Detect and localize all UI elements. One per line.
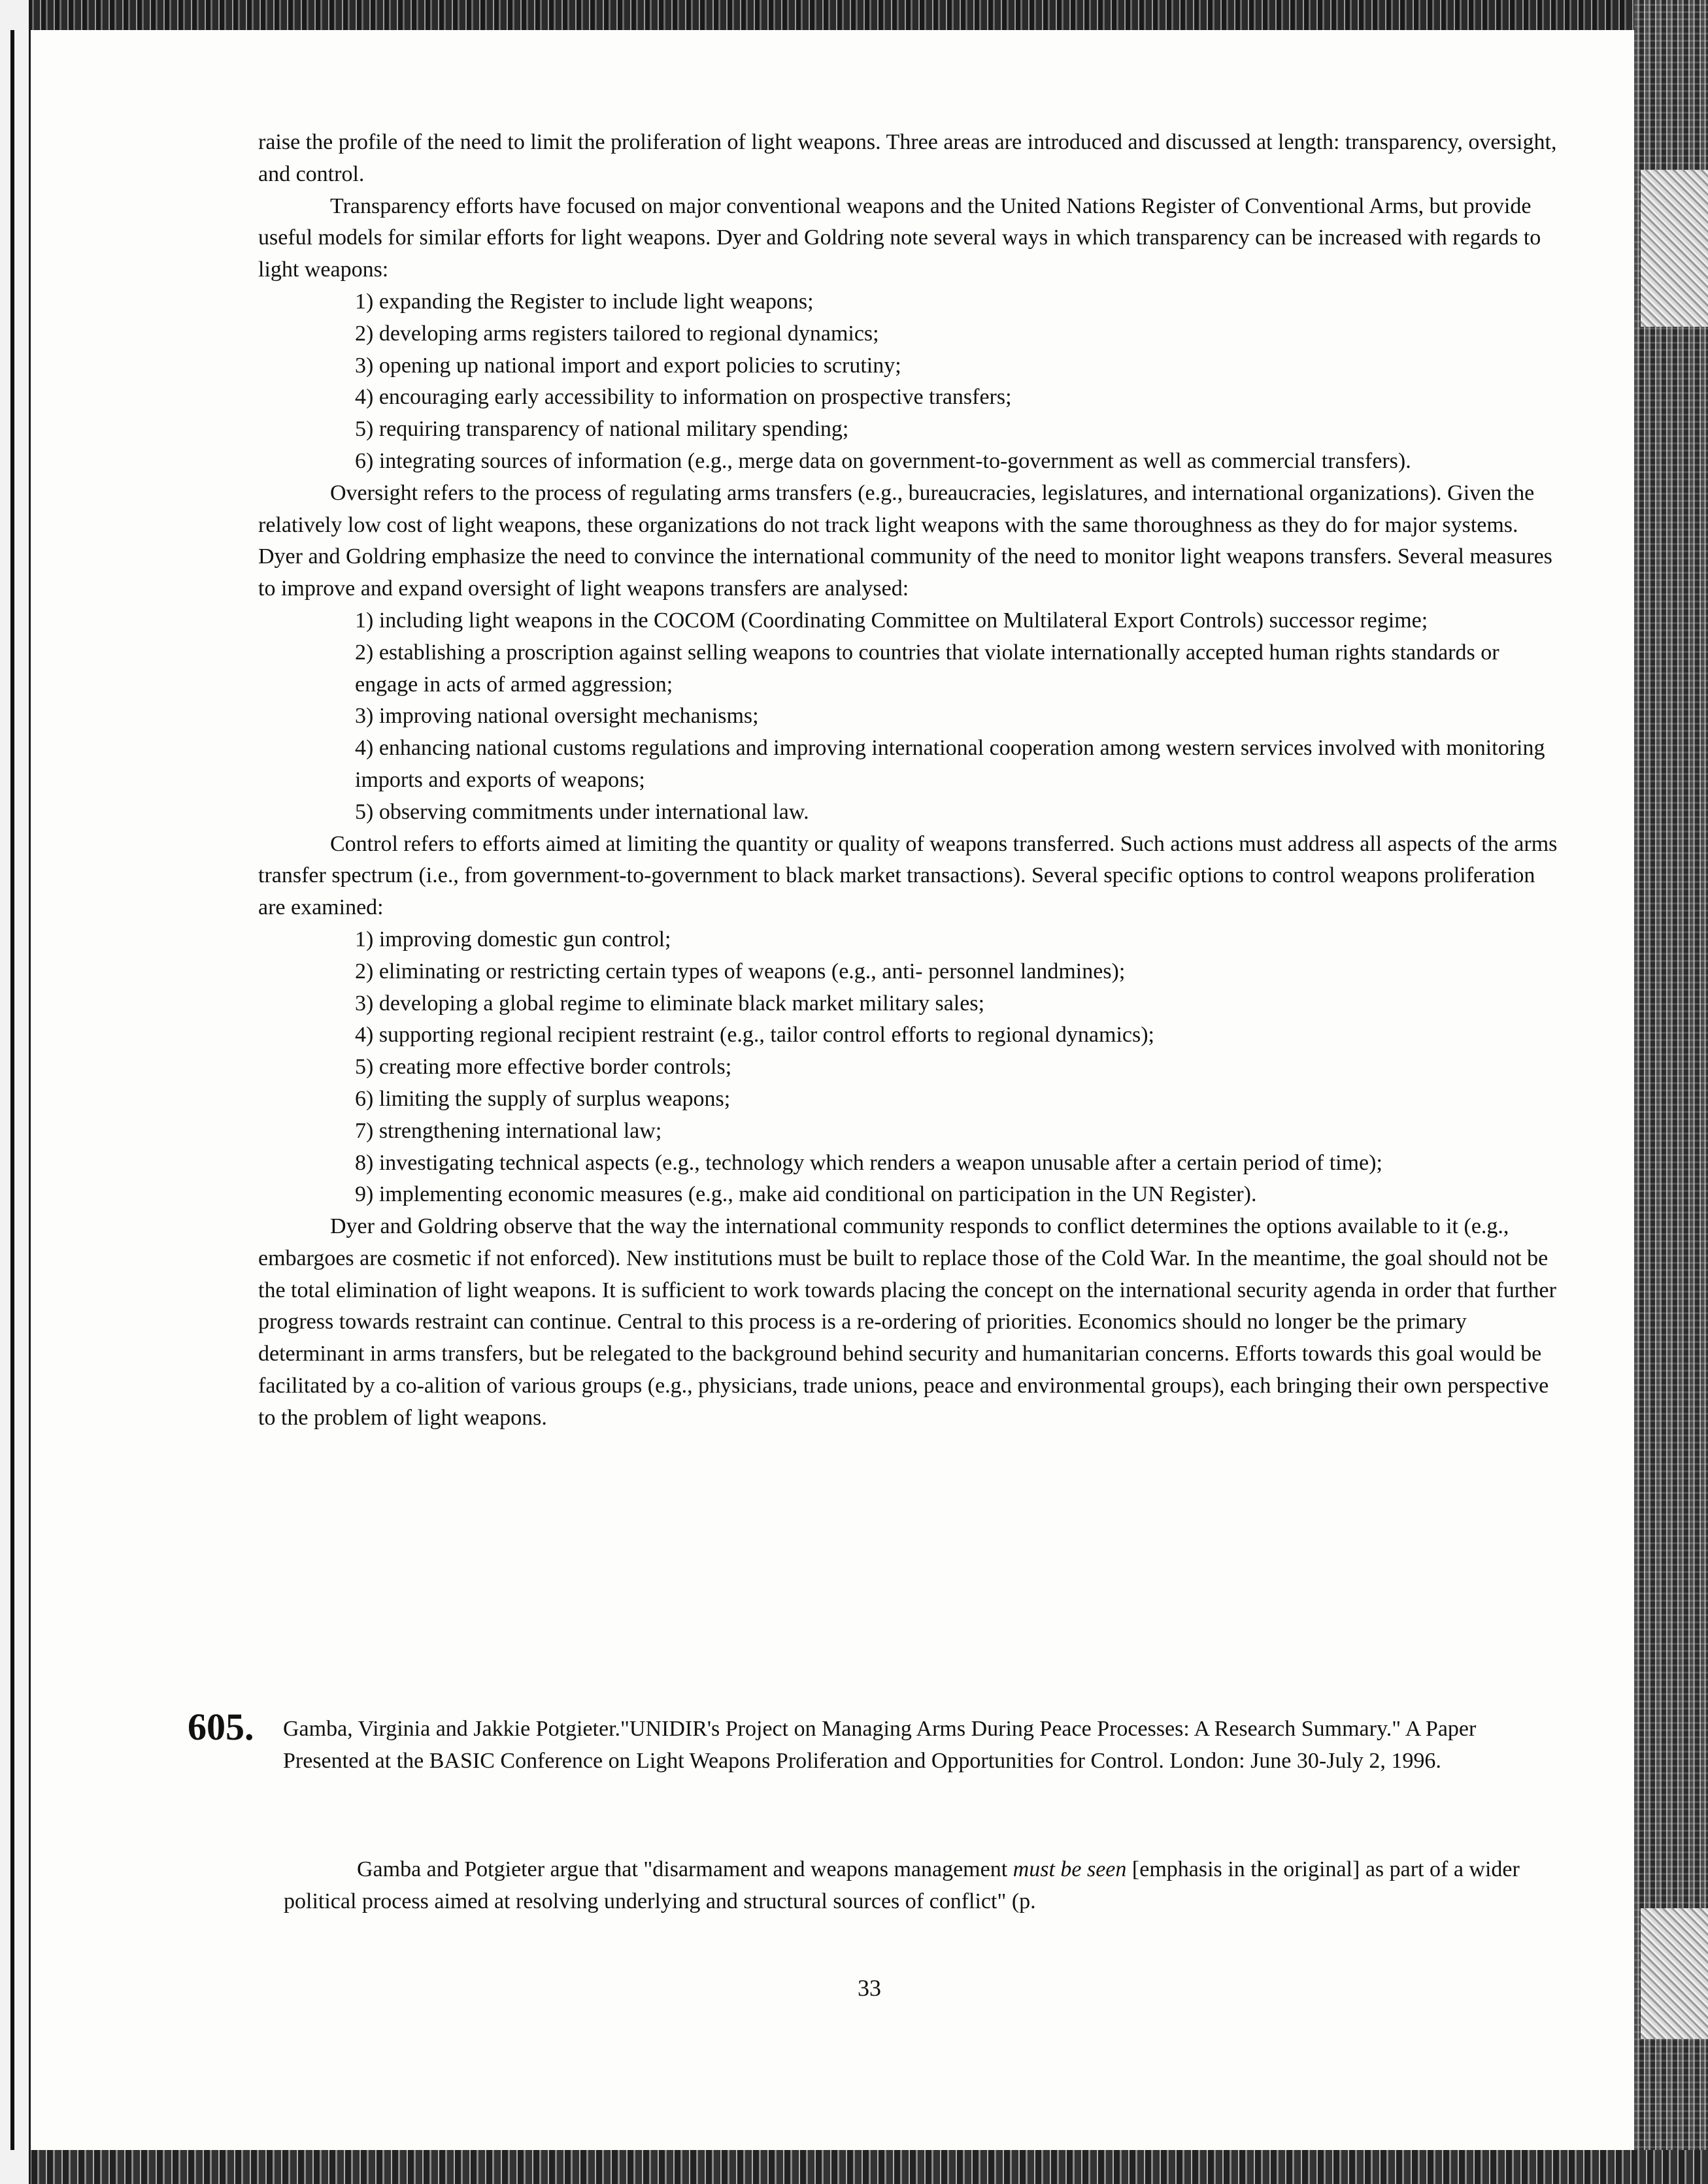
list-item: 1) including light weapons in the COCOM (Coordinating Committee on Multilateral Export Controls) successor regime; — [355, 608, 1428, 633]
list-item: 1) expanding the Register to include light weapons; — [355, 289, 814, 314]
oversight-paragraph: Oversight refers to the process of regulating arms transfers (e.g., bureaucracies, legislatures, and international organizations). Given the relatively low cost of light weapons, these organizations do not track light weapons with the same thoroughness as they do for major systems. Dyer and Goldring emphasize the need to convince the international community of the need to monitor light weapons transfers. Several measures to improve and expand oversight of light weapons transfers are analysed: — [258, 480, 1552, 601]
document-page — [31, 30, 1634, 2150]
summary-text-end: [emphasis in the original] as part of a wider political process aimed at resolving underlying and structural sources of conflict" (p. — [284, 1857, 1520, 1913]
list-item: 2) developing arms registers tailored to regional dynamics; — [355, 321, 879, 346]
list-item: 7) strengthening international law; — [355, 1118, 662, 1143]
list-item: 3) developing a global regime to eliminate black market military sales; — [355, 991, 985, 1016]
list-item: 5) observing commitments under international law. — [355, 799, 809, 824]
list-item: 2) eliminating or restricting certain types of weapons (e.g., anti- personnel landmines); — [355, 959, 1126, 984]
scan-left-edge — [0, 0, 31, 2184]
scan-right-edge — [1634, 0, 1708, 2184]
conclusion-paragraph: Dyer and Goldring observe that the way the international community responds to conflict determines the options available to it (e.g., embargoes are cosmetic if not enforced). New institutions must be built to replace those of the Cold War. In the meantime, the goal should not be the total elimination of light weapons. It is sufficient to work towards placing the concept on the international security agenda in order that further progress towards restraint can continue. Central to this process is a re-ordering of priorities. Economics should no longer be the primary determinant in arms transfers, but be relegated to the background behind security and humanitarian concerns. Efforts towards this goal would be facilitated by a co-alition of various groups (e.g., physicians, trade unions, peace and environmental groups), each bringing their own perspective to the problem of light weapons. — [258, 1214, 1556, 1430]
scan-edge-highlight — [1641, 1908, 1708, 2039]
list-item: 3) improving national oversight mechanisms; — [355, 704, 759, 729]
binding-line — [10, 30, 14, 2150]
page-number: 33 — [858, 1975, 881, 2001]
list-item: 6) integrating sources of information (e.g., merge data on government-to-government as well as commercial transfers). — [355, 448, 1411, 473]
entry-number: 605. — [188, 1706, 254, 1748]
scan-top-edge — [0, 0, 1708, 30]
list-item: 6) limiting the supply of surplus weapons; — [355, 1086, 731, 1111]
summary-paragraph — [284, 1853, 1558, 1917]
scan-edge-highlight — [1641, 170, 1708, 327]
control-list — [258, 924, 1559, 1211]
document-body — [258, 127, 1559, 1434]
oversight-list — [258, 605, 1559, 829]
summary-text-start: Gamba and Potgieter argue that "disarmament and weapons management — [357, 1857, 1013, 1881]
entry-summary — [284, 1853, 1558, 1917]
entry-citation: Gamba, Virginia and Jakkie Potgieter."UNIDIR's Project on Managing Arms During Peace Processes: A Research Summary." A Paper Presented at the BASIC Conference on Light Weapons Proliferation and Opportunities for Control. London: June 30-July 2, 1996. — [283, 1717, 1477, 1773]
list-item: 8) investigating technical aspects (e.g., technology which renders a weapon unusable after a certain period of time); — [355, 1150, 1382, 1175]
list-item: 5) creating more effective border controls; — [355, 1055, 732, 1080]
transparency-paragraph: Transparency efforts have focused on major conventional weapons and the United Nations Register of Conventional Arms, but provide useful models for similar efforts for light weapons. Dyer and Goldring note several ways in which transparency can be increased with regards to light weapons: — [258, 193, 1541, 282]
list-item: 9) implementing economic measures (e.g., make aid conditional on participation in the UN Register). — [355, 1182, 1257, 1207]
intro-paragraph: raise the profile of the need to limit the proliferation of light weapons. Three areas are introduced and discussed at length: transparency, oversight, and control. — [258, 130, 1557, 186]
list-item: 4) encouraging early accessibility to information on prospective transfers; — [355, 385, 1012, 410]
control-paragraph: Control refers to efforts aimed at limiting the quantity or quality of weapons transferred. Such actions must address all aspects of the arms transfer spectrum (i.e., from government-to-government to black market transactions). Several specific options to control weapons proliferation are examined: — [258, 831, 1558, 920]
list-item: 4) supporting regional recipient restraint (e.g., tailor control efforts to regional dynamics); — [355, 1023, 1155, 1048]
list-item: 5) requiring transparency of national military spending; — [355, 417, 849, 442]
scan-bottom-edge — [0, 2150, 1708, 2184]
list-item: 2) establishing a proscription against selling weapons to countries that violate internationally accepted human rights standards or engage in acts of armed aggression; — [355, 640, 1499, 697]
transparency-list — [258, 286, 1559, 478]
list-item: 1) improving domestic gun control; — [355, 927, 671, 951]
list-item: 4) enhancing national customs regulations and improving international cooperation among western services involved with monitoring imports and exports of weapons; — [355, 736, 1545, 792]
list-item: 3) opening up national import and export policies to scrutiny; — [355, 353, 901, 378]
summary-emphasis: must be seen — [1013, 1857, 1127, 1881]
